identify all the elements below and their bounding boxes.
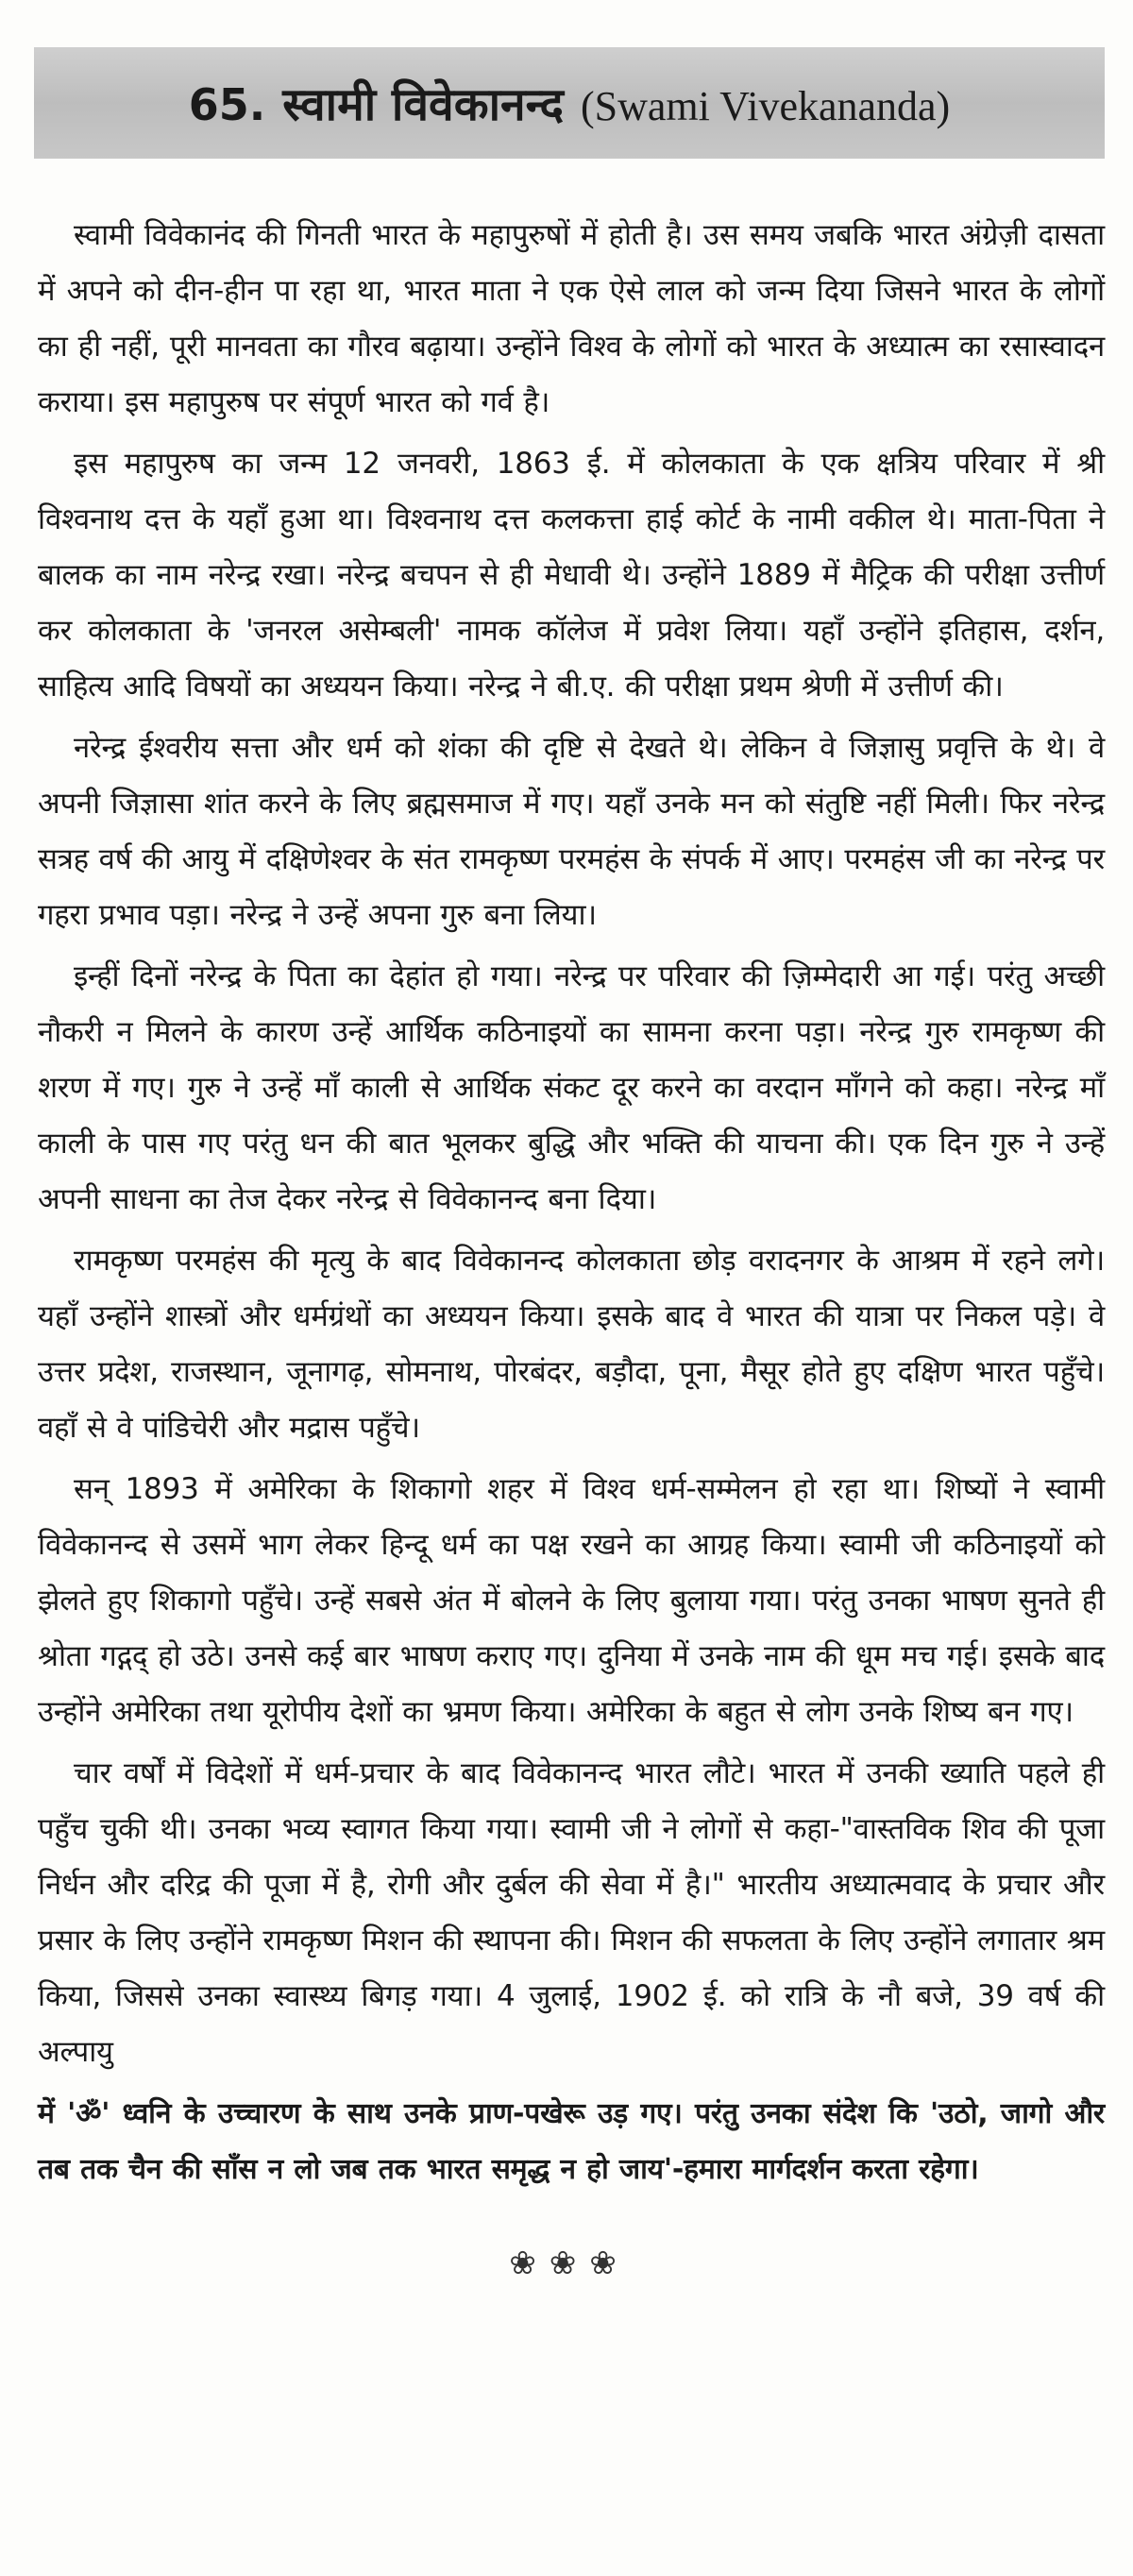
paragraph-5: रामकृष्ण परमहंस की मृत्यु के बाद विवेकानन्द कोलकाता छोड़ वरादनगर के आश्रम में रहने लगे। यहाँ उन्होंने शास्त्रों और धर्मग्रंथों का अध्ययन किया। इसके बाद वे भारत की यात्रा पर निकल पड़े। वे उत्तर प्रदेश, राजस्थान, जूनागढ़, सोमनाथ, पोरबंदर, बड़ौदा, पूना, मैसूर होते हुए दक्षिण भारत पहुँचे। वहाँ से वे पांडिचेरी और मद्रास पहुँचे।: [38, 1244, 1105, 1445]
title-bar: [34, 47, 1105, 159]
title-number: 65.: [188, 78, 266, 130]
paragraph-7: चार वर्षों में विदेशों में धर्म-प्रचार के बाद विवेकानन्द भारत लौटे। भारत में उनकी ख्याति पहले ही पहुँच चुकी थी। उनका भव्य स्वागत किया गया। स्वामी जी ने लोगों से कहा-"वास्तविक शिव की पूजा निर्धन और दरिद्र की पूजा में है, रोगी और दुर्बल की सेवा में है।" भारतीय अध्यात्मवाद के प्रचार और प्रसार के लिए उन्होंने रामकृष्ण मिशन की स्थापना की। मिशन की सफलता के लिए उन्होंने लगातार श्रम किया, जिससे उनका स्वास्थ्य बिगड़ गया। 4 जुलाई, 1902 ई. को रात्रि के नौ बजे, 39 वर्ष की अल्पायु: [38, 1756, 1105, 2069]
paragraph-4: इन्हीं दिनों नरेन्द्र के पिता का देहांत हो गया। नरेन्द्र पर परिवार की ज़िम्मेदारी आ गई। परंतु अच्छी नौकरी न मिलने के कारण उन्हें आर्थिक कठिनाइयों का सामना करना पड़ा। नरेन्द्र गुरु रामकृष्ण की शरण में गए। गुरु ने उन्हें माँ काली से आर्थिक संकट दूर करने का वरदान माँगने को कहा। नरेन्द्र माँ काली के पास गए परंतु धन की बात भूलकर बुद्धि और भक्ति की याचना की। एक दिन गुरु ने उन्हें अपनी साधना का तेज देकर नरेन्द्र से विवेकानन्द बना दिया।: [38, 959, 1105, 1216]
title-english: (Swami Vivekananda): [581, 82, 951, 129]
flower-ornament-icon: ❀❀❀: [509, 2245, 630, 2282]
paragraph-closing: में 'ॐ' ध्वनि के उच्चारण के साथ उनके प्राण-पखेरू उड़ गए। परंतु उनका संदेश कि 'उठो, जागो और तब तक चैन की साँस न लो जब तक भारत समृद्ध न हो जाय'-हमारा मार्गदर्शन करता रहेगा।: [38, 2097, 1105, 2186]
paragraph-3: नरेन्द्र ईश्वरीय सत्ता और धर्म को शंका की दृष्टि से देखते थे। लेकिन वे जिज्ञासु प्रवृत्ति के थे। वे अपनी जिज्ञासा शांत करने के लिए ब्रह्मसमाज में गए। यहाँ उनके मन को संतुष्टि नहीं मिली। फिर नरेन्द्र सत्रह वर्ष की आयु में दक्षिणेश्वर के संत रामकृष्ण परमहंस के संपर्क में आए। परमहंस जी का नरेन्द्र पर गहरा प्रभाव पड़ा। नरेन्द्र ने उन्हें अपना गुरु बना लिया।: [38, 731, 1105, 932]
paragraph-6: सन् 1893 में अमेरिका के शिकागो शहर में विश्व धर्म-सम्मेलन हो रहा था। शिष्यों ने स्वामी विवेकानन्द से उसमें भाग लेकर हिन्दू धर्म का पक्ष रखने का आग्रह किया। स्वामी जी कठिनाइयों को झेलते हुए शिकागो पहुँचे। उन्हें सबसे अंत में बोलने के लिए बुलाया गया। परंतु उनका भाषण सुनते ही श्रोता गद्गद् हो उठे। उनसे कई बार भाषण कराए गए। दुनिया में उनके नाम की धूम मच गई। इसके बाद उन्होंने अमेरिका तथा यूरोपीय देशों का भ्रमण किया। अमेरिका के बहुत से लोग उनके शिष्य बन गए।: [38, 1472, 1105, 1729]
paragraph-2: इस महापुरुष का जन्म 12 जनवरी, 1863 ई. में कोलकाता के एक क्षत्रिय परिवार में श्री विश्वनाथ दत्त के यहाँ हुआ था। विश्वनाथ दत्त कलकत्ता हाई कोर्ट के नामी वकील थे। माता-पिता ने बालक का नाम नरेन्द्र रखा। नरेन्द्र बचपन से ही मेधावी थे। उन्होंने 1889 में मैट्रिक की परीक्षा उत्तीर्ण कर कोलकाता के 'जनरल असेम्बली' नामक कॉलेज में प्रवेश लिया। यहाँ उन्होंने इतिहास, दर्शन, साहित्य आदि विषयों का अध्ययन किया। नरेन्द्र ने बी.ए. की परीक्षा प्रथम श्रेणी में उत्तीर्ण की।: [38, 447, 1105, 703]
title-hindi: स्वामी विवेकानन्द: [282, 77, 564, 131]
essay-body: [26, 208, 1112, 2197]
paragraph-1: स्वामी विवेकानंद की गिनती भारत के महापुरुषों में होती है। उस समय जबकि भारत अंग्रेज़ी दासता में अपने को दीन-हीन पा रहा था, भारत माता ने एक ऐसे लाल को जन्म दिया जिसने भारत के लोगों का ही नहीं, पूरी मानवता का गौरव बढ़ाया। उन्होंने विश्व के लोगों को भारत के अध्यात्म का रसास्वादन कराया। इस महापुरुष पर संपूर्ण भारत को गर्व है।: [38, 218, 1105, 419]
essay-title: [189, 73, 950, 134]
